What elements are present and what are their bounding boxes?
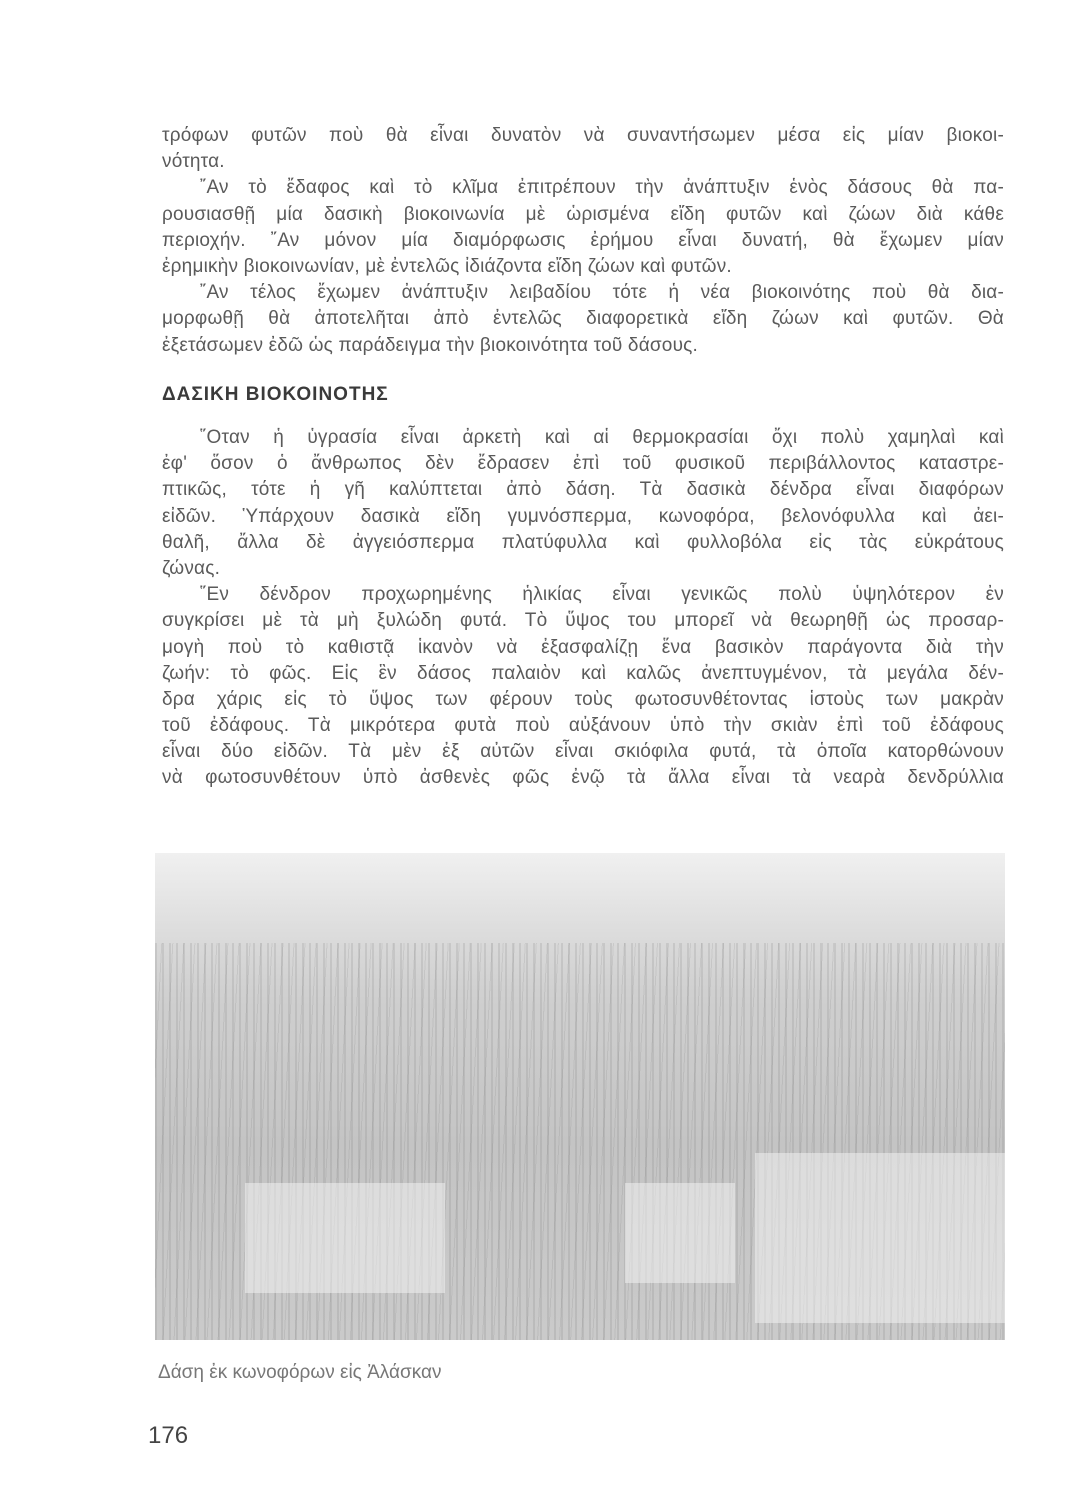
text-line: πτικῶς, τότε ἡ γῆ καλύπτεται ἀπὸ δάση. Τὰ δασικὰ δένδρα εἶναι διαφόρων xyxy=(162,479,1004,501)
text-line: ζωήν: τὸ φῶς. Εἰς ἓν δάσος παλαιὸν καὶ καλῶς ἀνεπτυγμένον, τὰ μεγάλα δέν- xyxy=(162,662,1004,684)
text-line: ῞Οταν ἡ ὑγρασία εἶναι ἀρκετὴ καὶ αἱ θερμοκρασίαι ὄχι πολὺ χαμηλαὶ καὶ xyxy=(200,427,1004,448)
text-line: νότητα. xyxy=(162,151,225,173)
photo-clearing xyxy=(755,1153,1005,1323)
text-line: μογὴ ποὺ τὸ καθιστᾷ ἱκανὸν νὰ ἐξασφαλίζῃ ἕνα βασικὸν παράγοντα διὰ τὴν xyxy=(162,636,1004,658)
text-line: μορφωθῇ θὰ ἀποτελῆται ἀπὸ ἐντελῶς διαφορετικὰ εἴδη ζώων καὶ φυτῶν. Θὰ xyxy=(162,308,1004,330)
text-line: εἶναι δύο εἰδῶν. Τὰ μὲν ἐξ αὐτῶν εἶναι σκιόφιλα φυτά, τὰ ὁποῖα κατορθώνουν xyxy=(162,741,1004,763)
text-main xyxy=(162,425,1004,792)
text-line: συγκρίσει μὲ τὰ μὴ ξυλώδη φυτά. Τὸ ὕψος του μπορεῖ νὰ θεωρηθῇ ὡς προσαρ- xyxy=(162,610,1004,632)
text-line: ῎Αν τὸ ἔδαφος καὶ τὸ κλῖμα ἐπιτρέπουν τὴν ἀνάπτυξιν ἑνὸς δάσους θὰ πα- xyxy=(200,177,1004,199)
text-top xyxy=(162,123,1004,359)
figure-caption: Δάση ἐκ κωνοφόρων εἰς Ἀλάσκαν xyxy=(158,1362,442,1383)
text-line: ζώνας. xyxy=(162,557,221,579)
text-line: ἐφ' ὅσον ὁ ἄνθρωπος δὲν ἔδρασεν ἐπὶ τοῦ φυσικοῦ περιβάλλοντος καταστρε- xyxy=(162,453,1004,475)
text-line: περιοχήν. ῎Αν μόνον μία διαμόρφωσις ἐρήμου εἶναι δυνατή, θὰ ἔχωμεν μίαν xyxy=(162,229,1004,251)
text-line: τοῦ ἐδάφους. Τὰ μικρότερα φυτὰ ποὺ αὐξάνουν ὑπὸ τὴν σκιὰν ἐπὶ τοῦ ἐδάφους xyxy=(162,715,1004,737)
photo-clearing xyxy=(245,1183,445,1293)
photo-clearing xyxy=(625,1183,735,1283)
section-heading: ΔΑΣΙΚΗ ΒΙΟΚΟΙΝΟΤΗΣ xyxy=(162,384,389,405)
text-line: ῞Εν δένδρον προχωρημένης ἡλικίας εἶναι γενικῶς πολὺ ὑψηλότερον ἐν xyxy=(200,584,1004,606)
text-line: νὰ φωτοσυνθέτουν ὑπὸ ἀσθενὲς φῶς ἐνῷ τὰ ἄλλα εἶναι τὰ νεαρὰ δενδρύλλια xyxy=(162,767,1004,789)
page-number: 176 xyxy=(148,1422,189,1449)
forest-photo xyxy=(155,853,1005,1340)
photo-sky xyxy=(155,853,1005,943)
text-line: θαλῆ, ἄλλα δὲ ἀγγειόσπερμα πλατύφυλλα καὶ φυλλοβόλα εἰς τὰς εὐκράτους xyxy=(162,531,1004,553)
text-line: ἐξετάσωμεν ἐδῶ ὡς παράδειγμα τὴν βιοκοινότητα τοῦ δάσους. xyxy=(162,334,698,356)
text-line: ἐρημικὴν βιοκοινωνίαν, μὲ ἐντελῶς ἰδιάζοντα εἴδη ζώων καὶ φυτῶν. xyxy=(162,255,732,277)
text-line: ρουσιασθῇ μία δασικὴ βιοκοινωνία μὲ ὡρισμένα εἴδη φυτῶν καὶ ζώων διὰ κάθε xyxy=(162,203,1004,225)
text-line: εἰδῶν. Ὑπάρχουν δασικὰ εἴδη γυμνόσπερμα, κωνοφόρα, βελονόφυλλα καὶ ἀει- xyxy=(162,505,1004,527)
text-line: δρα χάρις εἰς τὸ ὕψος των φέρουν τοὺς φωτοσυνθέτοντας ἱστοὺς των μακρὰν xyxy=(162,688,1004,710)
text-line: τρόφων φυτῶν ποὺ θὰ εἶναι δυνατὸν νὰ συναντήσωμεν μέσα εἰς μίαν βιοκοι- xyxy=(162,125,1004,146)
text-line: ῎Αν τέλος ἔχωμεν ἀνάπτυξιν λειβαδίου τότε ἡ νέα βιοκοινότης ποὺ θὰ δια- xyxy=(200,282,1004,304)
